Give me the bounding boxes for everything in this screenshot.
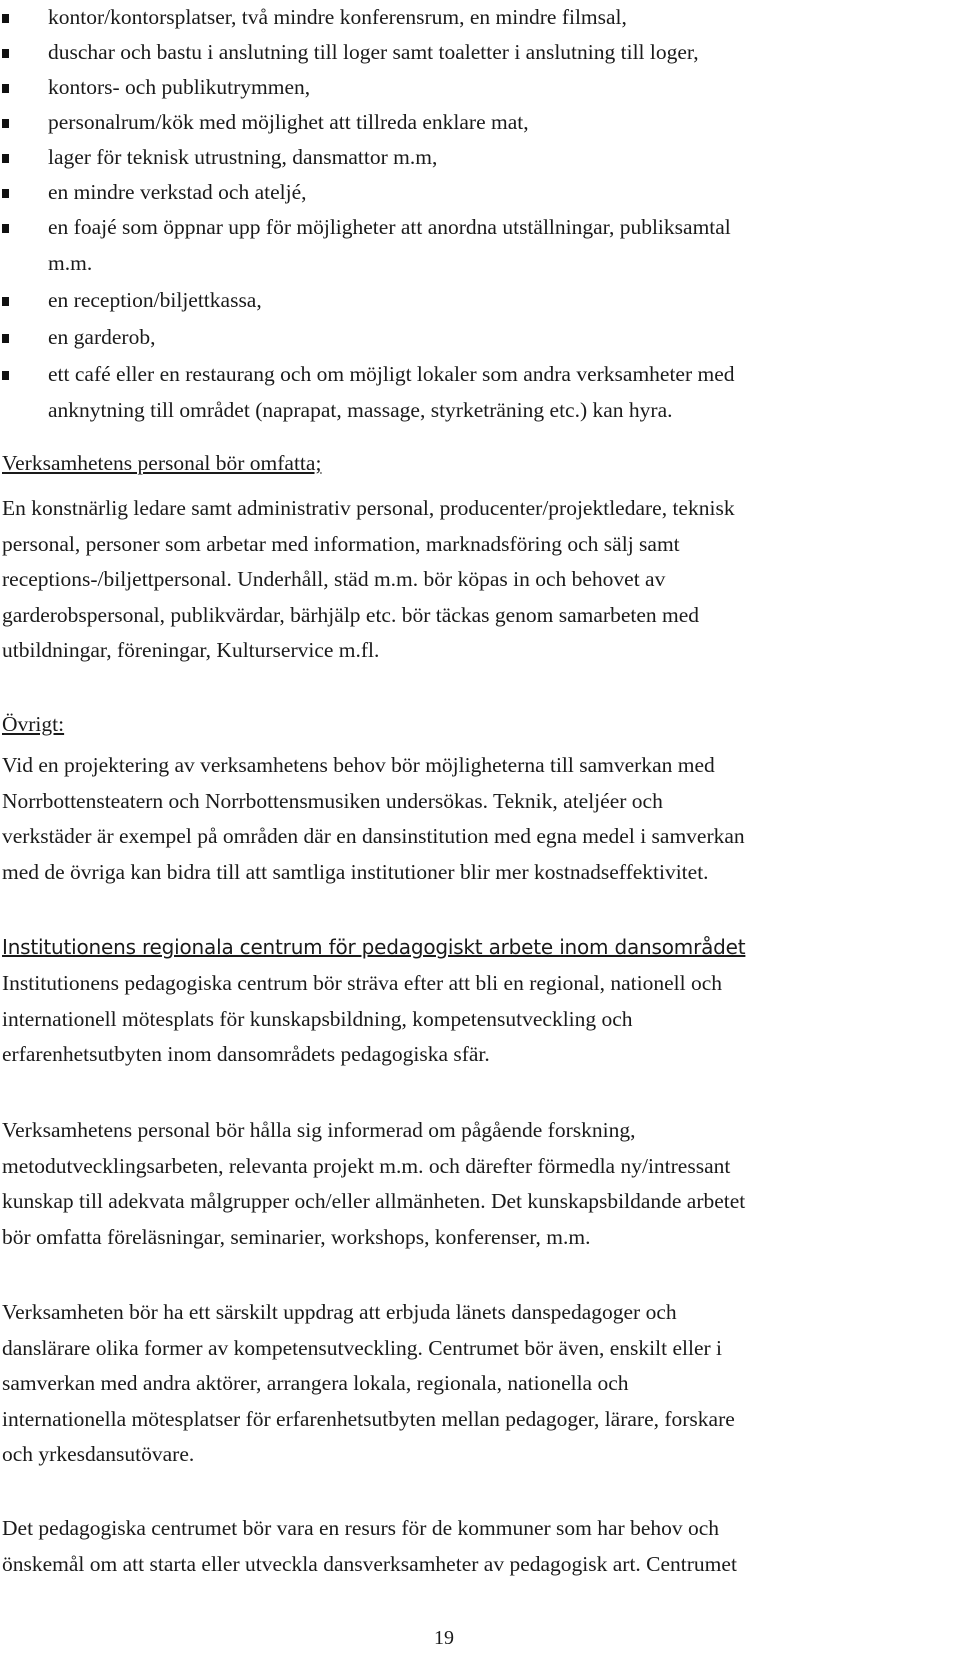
square-bullet-icon [2, 224, 9, 233]
bullet-item [48, 70, 948, 106]
bullet-item [48, 140, 948, 176]
bullet-text: en mindre verkstad och ateljé, [48, 180, 307, 204]
paragraph-line: Verksamheten bör ha ett särskilt uppdrag att erbjuda länets danspedagoger och [2, 1300, 677, 1324]
resurs-paragraph [2, 1511, 952, 1582]
paragraph-line: erfarenhetsutbyten inom dansområdets pedagogiska sfär. [2, 1042, 490, 1066]
paragraph-line: Vid en projektering av verksamhetens behov bör möjligheterna till samverkan med [2, 753, 715, 777]
paragraph-line: Det pedagogiska centrumet bör vara en resurs för de kommuner som har behov och [2, 1516, 720, 1540]
paragraph-line: garderobspersonal, publikvärdar, bärhjälp etc. bör täckas genom samarbeten med [2, 602, 700, 627]
square-bullet-icon [2, 49, 9, 58]
bullet-text: kontor/kontorsplatser, två mindre konferensrum, en mindre filmsal, [48, 5, 627, 29]
bullet-text: en foajé som öppnar upp för möjligheter att anordna utställningar, publiksamtal [48, 215, 731, 239]
bullet-text: personalrum/kök med möjlighet att tillreda enklare mat, [48, 110, 529, 134]
centrum-heading: Institutionens regionala centrum för pedagogiskt arbete inom dansområdet [2, 935, 746, 959]
bullet-item [48, 283, 948, 319]
paragraph-line: internationell mötesplats för kunskapsbildning, kompetensutveckling och [2, 1006, 633, 1031]
bullet-item [48, 357, 948, 428]
paragraph-line: kunskap till adekvata målgrupper och/eller allmänheten. Det kunskapsbildande arbetet [2, 1189, 746, 1213]
paragraph-line: receptions-/biljettpersonal. Underhåll, städ m.m. bör köpas in och behovet av [2, 567, 666, 591]
paragraph-line: danslärare olika former av kompetensutveckling. Centrumet bör även, enskilt eller i [2, 1335, 723, 1360]
paragraph-line: och yrkesdansutövare. [2, 1442, 195, 1466]
paragraph-line: Norrbottensteatern och Norrbottensmusiken undersökas. Teknik, ateljéer och [2, 788, 663, 813]
personal-heading: Verksamhetens personal bör omfatta; [2, 451, 322, 475]
bullet-item [48, 175, 948, 211]
square-bullet-icon [2, 334, 9, 343]
bullet-item [48, 35, 948, 71]
paragraph-line: Institutionens pedagogiska centrum bör sträva efter att bli en regional, nationell och [2, 971, 723, 995]
square-bullet-icon [2, 84, 9, 93]
bullet-item [48, 105, 948, 141]
paragraph-line: utbildningar, föreningar, Kulturservice m.fl. [2, 638, 380, 662]
paragraph-line: internationella mötesplatser för erfarenhetsutbyten mellan pedagoger, lärare, forskare [2, 1406, 735, 1431]
bullet-item [48, 210, 948, 281]
paragraph-line: önskemål om att starta eller utveckla dansverksamheter av pedagogisk art. Centrumet [2, 1551, 737, 1576]
bullet-item [48, 0, 948, 36]
ovrigt-paragraph [2, 748, 952, 890]
bullet-text: duschar och bastu i anslutning till loger samt toaletter i anslutning till loger, [48, 40, 699, 64]
paragraph-line: bör omfatta föreläsningar, seminarier, workshops, konferenser, m.m. [2, 1224, 591, 1249]
bullet-text: m.m. [48, 250, 93, 275]
bullet-text: en reception/biljettkassa, [48, 288, 262, 312]
bullet-text: anknytning till området (naprapat, massage, styrketräning etc.) kan hyra. [48, 397, 673, 422]
bullet-text: ett café eller en restaurang och om möjligt lokaler som andra verksamheter med [48, 362, 735, 386]
paragraph-line: med de övriga kan bidra till att samtliga institutioner blir mer kostnadseffektivitet. [2, 859, 709, 884]
paragraph-line: metodutvecklingsarbeten, relevanta projekt m.m. och därefter förmedla ny/intressant [2, 1153, 731, 1178]
square-bullet-icon [2, 189, 9, 198]
forskning-paragraph [2, 1113, 952, 1255]
bullet-item [48, 320, 948, 356]
paragraph-line: verkstäder är exempel på områden där en dansinstitution med egna medel i samverkan [2, 824, 745, 848]
paragraph-line: personal, personer som arbetar med information, marknadsföring och sälj samt [2, 531, 680, 556]
square-bullet-icon [2, 119, 9, 128]
square-bullet-icon [2, 297, 9, 306]
square-bullet-icon [2, 14, 9, 23]
uppdrag-paragraph [2, 1295, 952, 1473]
personal-paragraph [2, 491, 952, 669]
bullet-text: lager för teknisk utrustning, dansmattor m.m, [48, 145, 438, 169]
bullet-text: en garderob, [48, 325, 156, 349]
centrum-paragraph [2, 966, 952, 1073]
bullet-text: kontors- och publikutrymmen, [48, 75, 311, 99]
paragraph-line: Verksamhetens personal bör hålla sig informerad om pågående forskning, [2, 1118, 636, 1142]
square-bullet-icon [2, 154, 9, 163]
square-bullet-icon [2, 371, 9, 380]
paragraph-line: En konstnärlig ledare samt administrativ personal, producenter/projektledare, teknisk [2, 496, 735, 520]
paragraph-line: samverkan med andra aktörer, arrangera lokala, regionala, nationella och [2, 1371, 629, 1395]
ovrigt-heading: Övrigt: [2, 712, 65, 736]
page-number: 19 [434, 1627, 454, 1649]
